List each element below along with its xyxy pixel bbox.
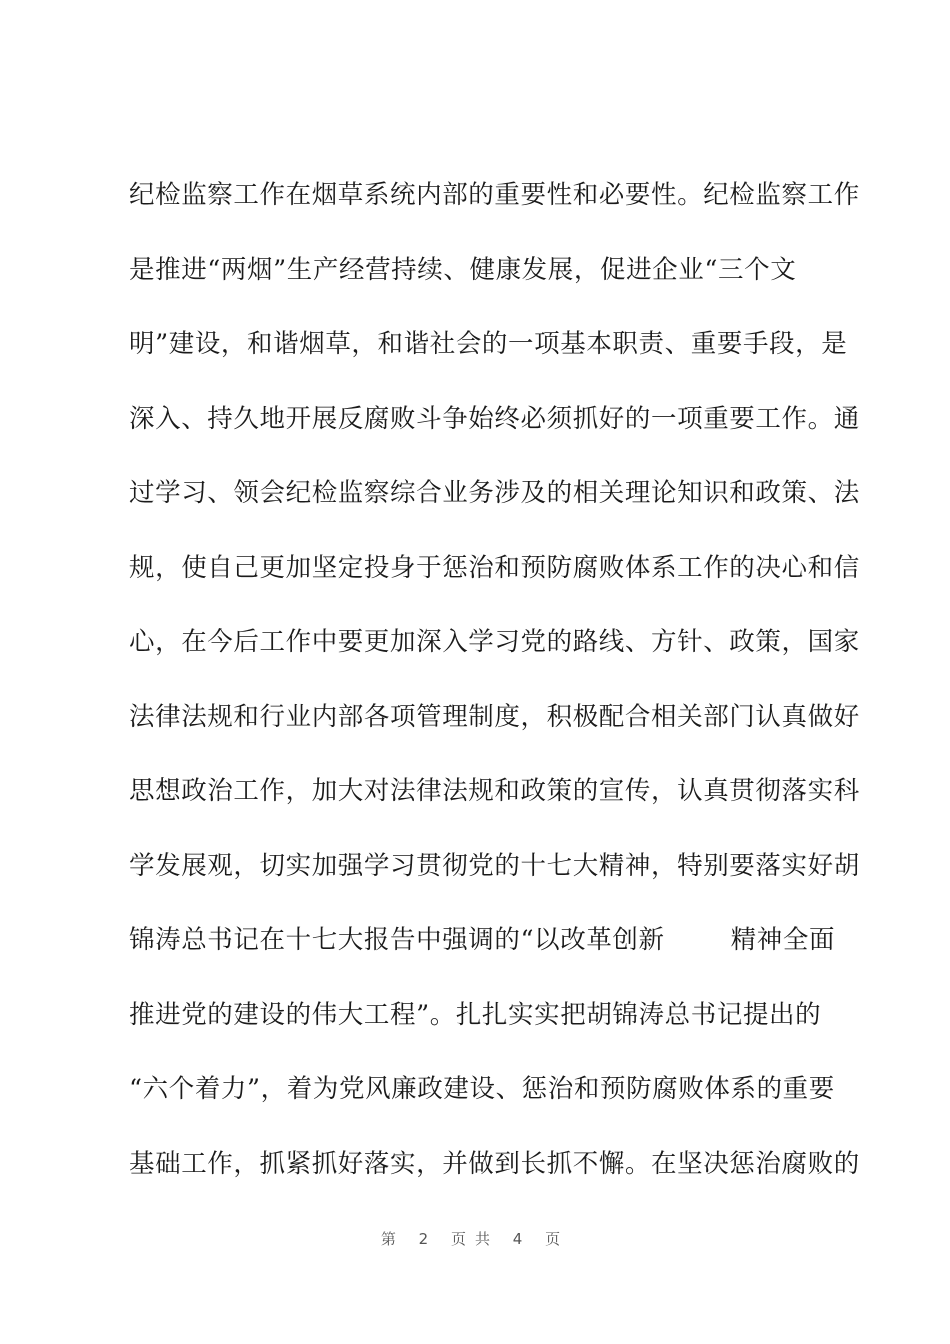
text-line: 法律法规和行业内部各项管理制度，积极配合相关部门认真做好 xyxy=(129,701,860,732)
text-line: 明”建设，和谐烟草，和谐社会的一项基本职责、重要手段，是 xyxy=(129,329,848,359)
text-line: 思想政治工作，加大对法律法规和政策的宣传，认真贯彻落实科 xyxy=(129,776,860,806)
text-line-split xyxy=(129,917,849,992)
text-line: 是推进“两烟”生产经营持续、健康发展，促进企业“三个文 xyxy=(129,254,797,285)
text-line: 规，使自己更加坚定投身于惩治和预防腐败体系工作的决心和信 xyxy=(129,552,860,583)
text-line: 纪检监察工作在烟草系统内部的重要性和必要性。纪检监察工作 xyxy=(129,180,860,210)
text-line: 过学习、领会纪检监察综合业务涉及的相关理论知识和政策、法 xyxy=(129,478,860,508)
text-line: 学发展观，切实加强学习贯彻党的十七大精神，特别要落实好胡 xyxy=(129,850,860,881)
text-line-head: 锦涛总书记在十七大报告中强调的“以改革创新 xyxy=(129,925,665,955)
text-line-tail: 精神全面 xyxy=(730,925,836,955)
text-line: 基础工作，抓紧抓好落实，并做到长抓不懈。在坚决惩治腐败的 xyxy=(129,1148,860,1179)
text-line: “六个着力”，着为党风廉政建设、惩治和预防腐败体系的重要 xyxy=(129,1074,835,1104)
body-text xyxy=(129,172,860,1215)
text-line: 心，在今后工作中要更加深入学习党的路线、方针、政策，国家 xyxy=(129,627,860,657)
text-line: 深入、持久地开展反腐败斗争始终必须抓好的一项重要工作。通 xyxy=(129,403,860,434)
text-line: 推进党的建设的伟大工程”。扎扎实实把胡锦涛总书记提出的 xyxy=(129,999,822,1030)
page-number-footer: 第 2 页共 4 页 xyxy=(380,1230,570,1248)
